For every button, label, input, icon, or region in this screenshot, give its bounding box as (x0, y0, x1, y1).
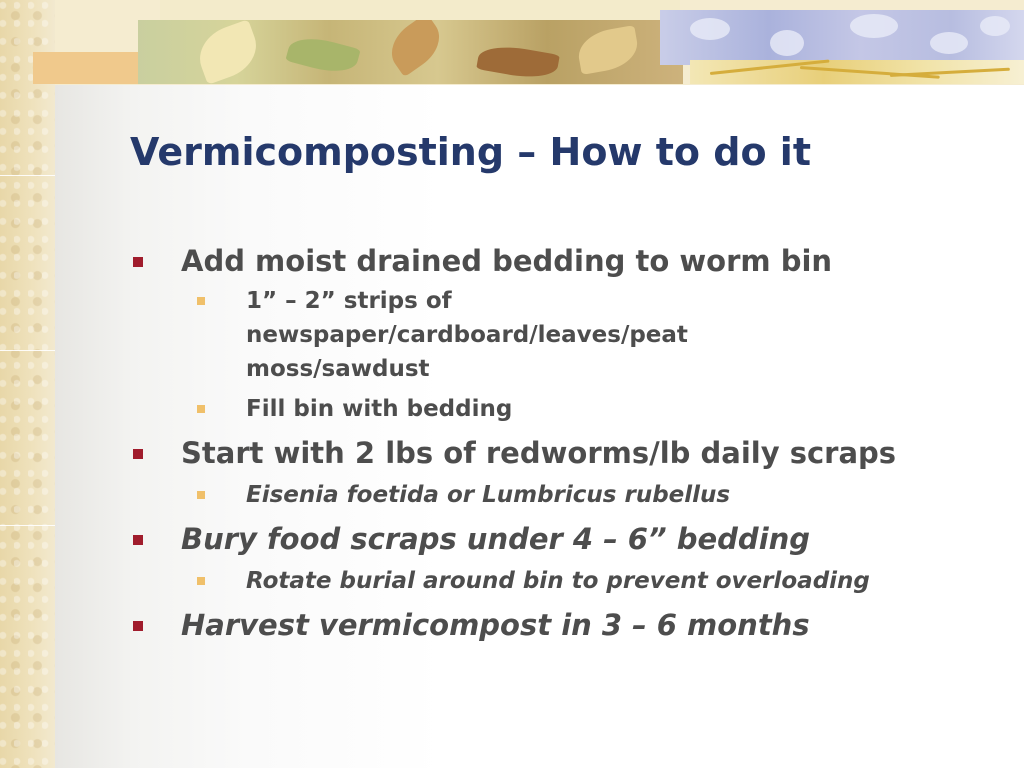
bullet-item (130, 242, 1010, 280)
sub-bullet-square-icon (197, 577, 205, 585)
bullet-square-icon (133, 535, 143, 545)
sub-bullet-item (130, 564, 1006, 598)
sub-bullet-square-icon (197, 491, 205, 499)
bullet-text: Bury food scraps under 4 – 6” bedding (181, 522, 811, 556)
bullet-text: Add moist drained bedding to worm bin (181, 244, 833, 278)
sub-bullet-square-icon (197, 297, 205, 305)
bullet-square-icon (133, 621, 143, 631)
sub-bullet-item (130, 392, 806, 426)
sub-bullet-item (130, 478, 1006, 512)
sub-bullet-text: Eisenia foetida or Lumbricus rubellus (246, 482, 731, 508)
blue-flowers-image (660, 10, 1024, 65)
bullet-square-icon (133, 449, 143, 459)
bullet-text: Harvest vermicompost in 3 – 6 months (181, 608, 810, 642)
autumn-leaves-image (138, 20, 683, 84)
bullet-list (130, 242, 1010, 644)
header-tan-band (160, 0, 680, 22)
sub-bullet-text: 1” – 2” strips of newspaper/cardboard/leaves/peat moss/sawdust (246, 288, 688, 382)
bullet-square-icon (133, 257, 143, 267)
sub-bullet-square-icon (197, 405, 205, 413)
left-texture-strip (0, 0, 55, 768)
sub-bullet-item (130, 284, 806, 386)
bullet-item (130, 520, 1010, 558)
slide-title: Vermicomposting – How to do it (130, 130, 811, 174)
sub-bullet-text: Rotate burial around bin to prevent overloading (246, 568, 870, 594)
wheat-image (690, 60, 1024, 84)
sub-bullet-text: Fill bin with bedding (246, 396, 513, 422)
bullet-item (130, 606, 1010, 644)
bullet-text: Start with 2 lbs of redworms/lb daily scraps (181, 436, 897, 470)
bullet-item (130, 434, 1010, 472)
